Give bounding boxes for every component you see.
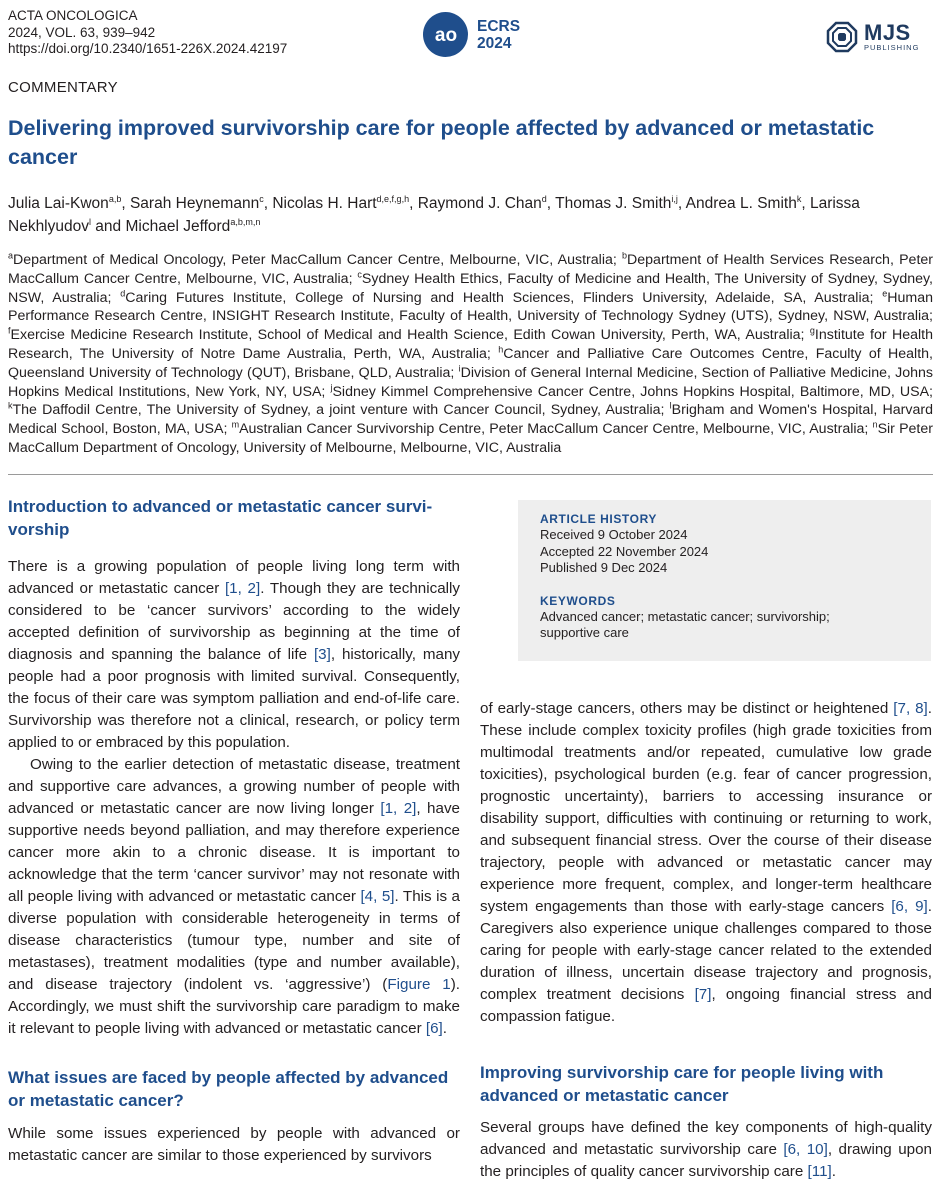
paragraph-text: While some issues experienced by people with advanced or metastatic cancer are similar to those experienced by survivors <box>8 1125 460 1164</box>
journal-volume: 2024, VOL. 63, 939–942 <box>8 24 156 40</box>
affiliation-marker: k <box>8 400 13 411</box>
author-name: Thomas J. Smith <box>555 195 672 212</box>
affiliation-marker: m <box>231 419 240 430</box>
affiliation-marker: n <box>872 419 878 430</box>
affiliation-marker: e <box>882 287 888 298</box>
intro-paragraph-2 <box>8 754 460 1040</box>
author-affiliation-marker: d,e,f,g,h <box>376 193 410 204</box>
author-separator: , <box>409 195 418 212</box>
author-name: Michael Jefford <box>125 217 231 235</box>
paragraph-text: . <box>442 1020 448 1037</box>
author-separator: , <box>263 195 273 212</box>
citation-link[interactable]: [6] <box>425 1020 443 1037</box>
paragraph-text: , have supportive needs beyond palliation, and may therefore experience cancer more akin to a chronic disease. It is important to acknowledge that the term ‘cancer survivor’ may not resonate with all people living with advanced or metastatic cancer <box>8 800 460 905</box>
heading-text: Introduction to advanced or metastatic cancer survi-vorship <box>8 497 433 539</box>
ecrs-monogram <box>429 25 463 45</box>
journal-name: ACTA ONCOLOGICA <box>8 8 138 23</box>
affiliation-text: Division of General Internal Medicine, Section of Palliative Medicine, Johns Hopkins Medical Institutions, New York, NY, USA; <box>8 364 933 400</box>
affiliation-text: Sidney Kimmel Comprehensive Cancer Centre, Johns Hopkins Hospital, Baltimore, MD, USA; <box>332 383 933 400</box>
affiliation-text: Department of Medical Oncology, Peter MacCallum Cancer Centre, Melbourne, VIC, Australia; <box>13 252 623 268</box>
author-affiliation-marker: d <box>541 193 547 204</box>
section-heading-introduction <box>8 495 460 541</box>
affiliations <box>8 251 933 458</box>
author-name: Nicolas H. Hart <box>272 195 377 212</box>
paragraph-text: , drawing upon the principles of quality cancer survivorship care <box>480 1141 933 1180</box>
citation-link[interactable]: [6, 9] <box>891 898 928 915</box>
mjs-octagon-icon <box>826 21 858 53</box>
keywords-line: Advanced cancer; metastatic cancer; survivorship; <box>540 608 830 624</box>
article-title: Delivering improved survivorship care for people affected by advanced or metastatic cancer <box>8 116 875 169</box>
header-divider <box>8 474 933 475</box>
publisher-logo-subtext: PUBLISHING <box>864 42 920 52</box>
affiliation-text: Sir Peter MacCallum Department of Oncology, University of Melbourne, Melbourne, VIC, Australia <box>8 421 933 456</box>
paragraph-text: . <box>831 1163 836 1180</box>
author-affiliation-marker: c <box>259 193 264 204</box>
doi-link[interactable]: https://doi.org/10.2340/1651-226X.2024.42197 <box>8 41 288 56</box>
paragraph-text: . Though they are technically considered to be ‘cancer survivors’ according to the widely accepted definition of survivorship as beginning at the time of diagnosis and spanning the balance of life <box>8 580 460 663</box>
affiliation-text: Department of Health Services Research, Peter MacCallum Cancer Centre, Melbourne, VIC, Australia; <box>8 252 934 287</box>
keywords-heading: KEYWORDS <box>540 593 616 608</box>
author-affiliation-marker: a,b <box>108 193 122 204</box>
affiliation-text: Institute for Health Research, The University of Notre Dame Australia, Perth, WA, Australia; <box>8 327 933 362</box>
received-date: Received 9 October 2024 <box>540 527 688 542</box>
improving-paragraph-1 <box>480 1117 932 1183</box>
citation-link[interactable]: [4, 5] <box>360 888 395 905</box>
citation-link[interactable]: [6, 10] <box>783 1141 828 1158</box>
publisher-logo-text: MJS <box>864 19 911 45</box>
paragraph-text: . These include complex toxicity profiles (high grade toxicities from multimodal treatments and/or repeated, cumulative low grade toxicities), psychological burden (e.g. fear of cancer progression, prognostic uncertainty), barriers to accessing insurance or disability support, difficulties with continuing or returning to work, and subsequent financial stress. Over the course of their disease trajectory, people with advanced or metastatic cancer may experience more frequent, complex, and longer-term healthcare system engagements than those with early-stage cancers <box>480 700 932 915</box>
paragraph-text: Owing to the earlier detection of metastatic disease, treatment and supportive care advances, a growing number of people with advanced or metastatic cancer are now living longer <box>8 756 460 817</box>
affiliation-text: Sydney Health Ethics, Faculty of Medicine and Health, The University of Sydney, Sydney, NSW, Australia; <box>8 270 933 306</box>
right-column <box>480 698 932 1183</box>
author-name: Raymond J. Chan <box>417 195 542 212</box>
paragraph-text: of early-stage cancers, others may be distinct or heightened <box>480 700 894 717</box>
affiliation-marker: d <box>120 287 126 298</box>
section-heading-issues: What issues are faced by people affected by advanced or metastatic cancer? <box>8 1068 449 1110</box>
author-list <box>8 193 933 238</box>
affiliation-marker: f <box>8 325 11 336</box>
author-name: Sarah Heynemann <box>129 195 260 212</box>
paragraph-text: , historically, many people had a poor prognosis with limited survival. Consequently, the focus of their care was symptom palliation and end-of-life care. Survivorship was therefore not a clinical, research, or policy term applied to or embraced by this population. <box>8 646 460 751</box>
citation-link[interactable]: [1, 2] <box>380 800 417 817</box>
ecrs-circle-icon <box>423 12 468 57</box>
affiliation-marker: a <box>8 250 14 261</box>
left-column <box>8 495 460 1167</box>
author-affiliation-marker: k <box>796 193 802 204</box>
paragraph-text: Several groups have defined the key components of high-quality advanced and metastatic survivorship care <box>480 1119 932 1158</box>
author-affiliation-marker: i,j <box>671 193 678 204</box>
affiliation-marker: i <box>458 363 461 374</box>
affiliation-marker: c <box>357 269 362 280</box>
author-separator: , <box>121 195 130 212</box>
article-type: COMMENTARY <box>8 79 118 96</box>
author-name: Julia Lai-Kwon <box>8 195 109 212</box>
affiliation-text: Australian Cancer Survivorship Centre, Peter MacCallum Cancer Centre, Melbourne, VIC, Australia; <box>239 421 873 438</box>
citation-link[interactable]: [11] <box>807 1163 832 1180</box>
ecrs-monogram-text: ao <box>434 24 457 45</box>
affiliation-text: Brigham and Women's Hospital, Harvard Medical School, Boston, MA, USA; <box>8 402 934 438</box>
citation-link[interactable]: [7] <box>694 986 712 1003</box>
citation-link[interactable]: [7, 8] <box>893 700 928 717</box>
author-affiliation-marker: a,b,m,n <box>230 216 261 227</box>
citation-link[interactable]: [3] <box>313 646 331 663</box>
affiliation-marker: h <box>498 344 504 355</box>
paragraph-text: There is a growing population of people living long term with advanced or metastatic cancer <box>8 558 460 597</box>
section-heading-improving: Improving survivorship care for people living with advanced or metastatic cancer <box>480 1063 884 1105</box>
accepted-date: Accepted 22 November 2024 <box>540 543 709 559</box>
citation-link[interactable]: [1, 2] <box>224 580 261 597</box>
published-date: Published 9 Dec 2024 <box>540 560 668 575</box>
affiliation-marker: g <box>809 325 815 336</box>
affiliation-text: Cancer and Palliative Care Outcomes Centre, Faculty of Health, Queensland University of Technology (QUT), Brisbane, QLD, Australia; <box>8 345 933 381</box>
author-separator: , <box>801 195 810 212</box>
author-separator: , <box>546 195 556 212</box>
author-separator: and <box>91 217 126 235</box>
author-affiliation-marker: l <box>89 216 91 227</box>
paragraph-text: . Caregivers also experience unique challenges compared to those caring for people with early-stage cancer related to the extended duration of illness, uncertain disease trajectory and prognosis, complex treatment decisions <box>480 898 932 1003</box>
affiliation-marker: j <box>330 381 333 392</box>
affiliation-text: The Daffodil Centre, The University of Sydney, a joint venture with Cancer Council, Sydney, Australia; <box>12 402 670 419</box>
paragraph-text: . This is a diverse population with considerable heterogeneity in terms of disease characteristics (tumour type, number and site of metastases), treatment modalities (type and number available), and disease trajectory (indolent vs. ‘aggressive’) ( <box>8 888 460 993</box>
paragraph-text: ). Accordingly, we must shift the survivorship care paradigm to make it relevant to people living with advanced or metastatic cancer <box>8 976 461 1037</box>
affiliation-text: Human Performance Research Centre, INSIGHT Research Institute, Faculty of Health, University of Technology Sydney (UTS), Sydney, NSW, Australia; <box>8 289 933 325</box>
issues-paragraph-start <box>8 1123 460 1167</box>
article-history-heading: ARTICLE HISTORY <box>540 512 658 526</box>
intro-paragraph-1 <box>8 556 460 754</box>
affiliation-marker: b <box>622 250 628 261</box>
paragraph-text: , ongoing financial stress and compassion fatigue. <box>480 986 933 1025</box>
author-name: Larissa Nekhlyudov <box>8 195 860 235</box>
affiliation-text: Exercise Medicine Research Institute, School of Medical and Health Science, Edith Cowan University, Perth, WA, Australia; <box>10 327 810 344</box>
issues-paragraph-continued <box>480 698 932 1028</box>
author-name: Andrea L. Smith <box>685 195 797 212</box>
author-separator: , <box>677 195 686 212</box>
ecrs-year: 2024 <box>477 34 512 52</box>
affiliation-text: Caring Futures Institute, College of Nursing and Health Sciences, Flinders University, Adelaide, SA, Australia; <box>125 289 883 306</box>
affiliation-marker: l <box>669 400 672 411</box>
citation-link[interactable]: Figure 1 <box>387 976 451 993</box>
article-info-box <box>518 500 931 661</box>
ecrs-logo <box>423 12 520 57</box>
keywords-line: supportive care <box>540 625 629 640</box>
publisher-logo <box>826 21 919 53</box>
journal-info <box>8 8 287 58</box>
ecrs-label: ECRS <box>477 17 521 35</box>
